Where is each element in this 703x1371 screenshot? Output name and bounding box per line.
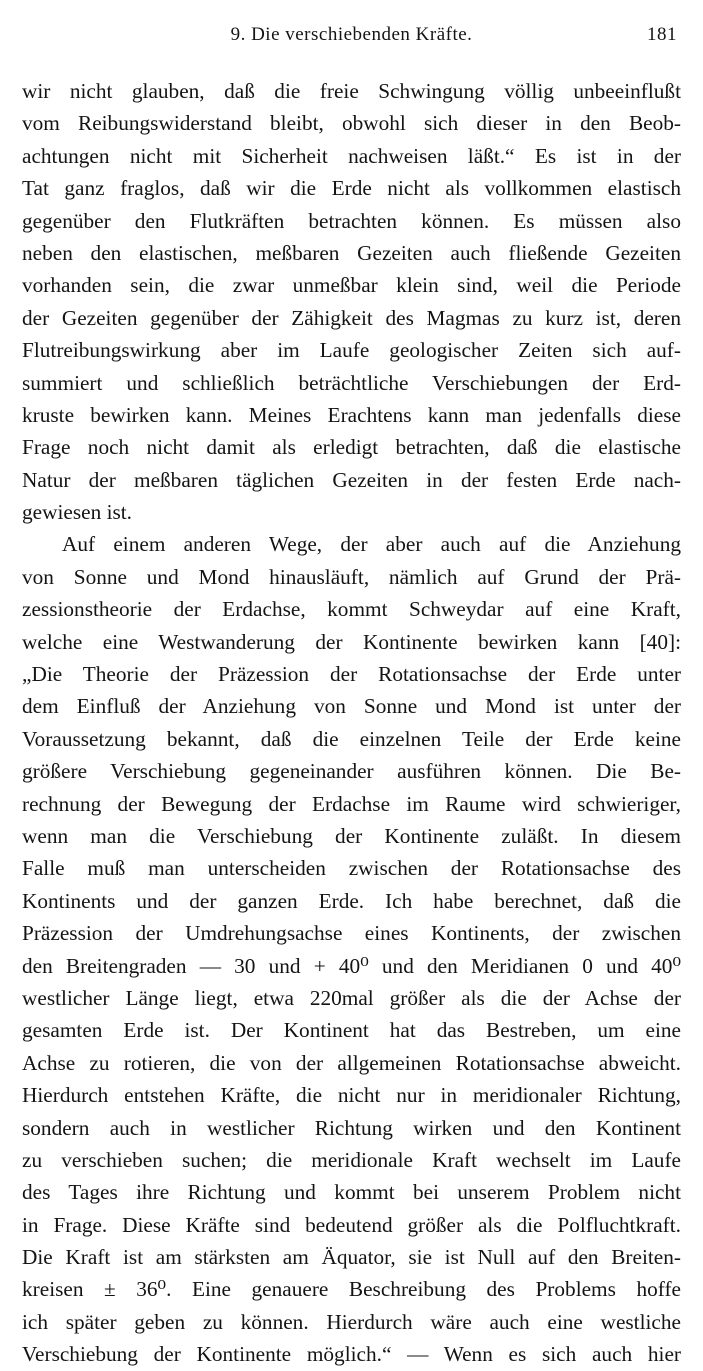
text-line: Präzession der Umdrehungsachse eines Kontinents, der zwischen (22, 921, 681, 946)
text-line: Achse zu rotieren, die von der allgemeinen Rotationsachse abweicht. (22, 1050, 681, 1075)
running-head (22, 24, 681, 50)
text-line: zu verschieben suchen; die meridionale Kraft wechselt im Laufe (22, 1147, 681, 1172)
text-line: den Breitengraden — 30 und + 40⁰ und den Meridianen 0 und 40⁰ (22, 953, 681, 978)
chapter-title: 9. Die verschiebenden Kräfte. (230, 24, 473, 45)
text-line: gesamten Erde ist. Der Kontinent hat das Bestreben, um eine (22, 1018, 681, 1043)
text-line: in Frage. Diese Kräfte sind bedeutend größer als die Polfluchtkraft. (22, 1212, 681, 1237)
text-line: des Tages ihre Richtung und kommt bei unserem Problem nicht (22, 1180, 681, 1205)
text-line: Natur der meßbaren täglichen Gezeiten in der festen Erde nach- (22, 467, 681, 492)
text-line: Falle muß man unterscheiden zwischen der Rotationsachse des (22, 856, 681, 881)
text-line: rechnung der Bewegung der Erdachse im Raume wird schwieriger, (22, 791, 681, 816)
text-line: ich später geben zu können. Hierdurch wäre auch eine westliche (22, 1309, 681, 1334)
text-line: Tat ganz fraglos, daß wir die Erde nicht als vollkommen elastisch (22, 176, 681, 201)
text-line: Hierdurch entstehen Kräfte, die nicht nur in meridionaler Richtung, (22, 1083, 681, 1108)
text-line: gegenüber den Flutkräften betrachten können. Es müssen also (22, 208, 681, 233)
text-line: von Sonne und Mond hinausläuft, nämlich auf Grund der Prä- (22, 564, 681, 589)
text-line: achtungen nicht mit Sicherheit nachweisen läßt.“ Es ist in der (22, 143, 681, 168)
text-line: Die Kraft ist am stärksten am Äquator, sie ist Null auf den Breiten- (22, 1245, 681, 1270)
text-line: neben den elastischen, meßbaren Gezeiten auch fließende Gezeiten (22, 240, 681, 265)
paragraph-end-line: gewiesen ist. (22, 500, 133, 525)
paragraph-start-line: Auf einem anderen Wege, der aber auch auf die Anziehung (62, 532, 681, 557)
text-line: Frage noch nicht damit als erledigt betrachten, daß die elastische (22, 435, 681, 460)
text-line: der Gezeiten gegenüber der Zähigkeit des Magmas zu kurz ist, deren (22, 305, 681, 330)
text-line: westlicher Länge liegt, etwa 220mal größer als die der Achse der (22, 985, 681, 1010)
text-line: größere Verschiebung gegeneinander ausführen können. Die Be- (22, 759, 681, 784)
text-line: kruste bewirken kann. Meines Erachtens kann man jedenfalls diese (22, 402, 681, 427)
text-line: „Die Theorie der Präzession der Rotationsachse der Erde unter (22, 662, 681, 687)
text-line: Flutreibungswirkung aber im Laufe geologischer Zeiten sich auf- (22, 338, 681, 363)
text-line: welche eine Westwanderung der Kontinente bewirken kann [40]: (22, 629, 681, 654)
text-line: wir nicht glauben, daß die freie Schwingung völlig unbeeinflußt (22, 79, 681, 103)
text-line: vom Reibungswiderstand bleibt, obwohl sich dieser in den Beob- (22, 111, 681, 136)
text-line: kreisen ± 36⁰. Eine genauere Beschreibung des Problems hoffe (22, 1277, 681, 1302)
body-text (22, 75, 681, 1371)
text-line: zessionstheorie der Erdachse, kommt Schweydar auf eine Kraft, (22, 597, 681, 622)
text-line: vorhanden sein, die zwar unmeßbar klein sind, weil die Periode (22, 273, 681, 298)
text-line: Kontinents und der ganzen Erde. Ich habe berechnet, daß die (22, 888, 681, 913)
text-line: wenn man die Verschiebung der Kontinente zuläßt. In diesem (22, 823, 681, 848)
text-line: dem Einfluß der Anziehung von Sonne und Mond ist unter der (22, 694, 681, 719)
text-line: Verschiebung der Kontinente möglich.“ — Wenn es sich auch hier (22, 1342, 681, 1367)
page-number: 181 (647, 24, 677, 45)
text-line: sondern auch in westlicher Richtung wirken und den Kontinent (22, 1115, 681, 1140)
text-line: Voraussetzung bekannt, daß die einzelnen Teile der Erde keine (22, 726, 681, 751)
text-line: summiert und schließlich beträchtliche Verschiebungen der Erd- (22, 370, 681, 395)
